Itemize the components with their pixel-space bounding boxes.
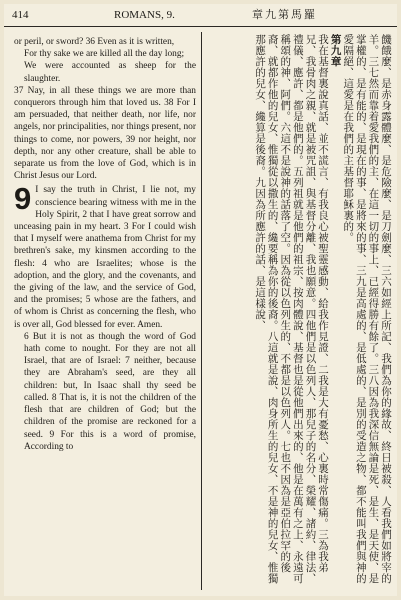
chapter-number: 9 — [14, 181, 32, 217]
quote-line: For thy sake we are killed all the day long; — [24, 49, 185, 60]
english-paragraph: I say the truth in Christ, I lie not, my conscience bearing witness with me in the Holy Spirit, 2 that I have great sorrow and unceasing pain in my heart. 3 For I could wish that I myself were anathema from Christ for my brethren's sake, my kinsmen according to the flesh: 4 who are Israelites; whose is the adoption, and the glory, and the covenants, and the giving of the law, and the service of God, and the promises; 5 whose are the fathers, and of whom is Christ as concerning the flesh, who is over all, God blessed for ever. Amen. — [14, 185, 196, 330]
english-paragraph: 37 Nay, in all these things we are more than conquerors through him that loved us. 38 For I am persuaded, that neither death, nor life, nor angels, nor principalities, nor things present, nor things to come, nor powers, 39 nor height, nor depth, nor any other creature, shall be able to separate us from the love of God, which is in Christ Jesus our Lord. — [14, 85, 196, 182]
column-divider — [201, 32, 202, 590]
chinese-paragraph: 我在基督裏說真話、並不謊言、有我良心被聖靈感動、給我作見證、二我是大有憂愁、心裏時常傷痛。三為我弟兄、我骨肉之親、就是被咒詛、與基督分離、我也願意。四他們是以色列人、那兒子的名分、榮耀、諸約、律法、禮儀、應許、都是他們的。五列祖就是他們的祖宗、按肉體說、基督也是從他們出來的、他是在萬有之上、永遠可稱頌的神、阿們。六這不是說神的話落了空。因為從以色列生的、不都是以色列人。七也不因為是亞伯拉罕的後裔、就都作他的兒女、惟獨從以撒生的、纔要稱為你的後裔。八這就是說、肉身所生的兒女、不是神的兒女、惟獨那應許的兒女、纔算是後裔。九因為所應許的話、是這樣說、 — [254, 34, 330, 584]
english-paragraph: 6 But it is not as though the word of God hath come to nought. For they are not all Israel, that are of Israel: 7 neither, because they are Abraham's seed, are they all children: but, In Isaac shall thy seed be called. 8 That is, it is not the children of the flesh that are children of God; but the children of the promise are reckoned for a seed. 9 For this is a word of promise, According to — [24, 331, 196, 452]
page-header — [4, 4, 397, 27]
chinese-book-title: 章九第馬羅 — [252, 9, 317, 21]
chinese-paragraph: 饑餓麼、是赤身露體麼、是危險麼、是刀劍麼、三六如經上所記、我們為你的緣故、終日被殺、人看我們如將宰的羊。三七然而靠着愛我們的主、在這一切的事上、已經得勝有餘了。三八因為我深信無論是死、是生、是天使、是掌權的、是有能的、是現在的事、是將來的事、三九是高處的、是低處的、是別的受造之物、都不能叫我們與神的愛隔絕、這愛是在我們的主基督耶穌裏的。 — [342, 34, 392, 584]
quote-line: We were accounted as sheep for the slaughter. — [24, 61, 196, 84]
page-number: 414 — [12, 9, 29, 21]
chinese-column — [206, 34, 392, 590]
english-column — [14, 36, 196, 453]
chinese-chapter-heading: 第九章 — [329, 34, 342, 67]
book-title: ROMANS, 9. — [114, 9, 175, 21]
bible-page — [4, 4, 397, 596]
english-paragraph: or peril, or sword? 36 Even as it is written, — [14, 37, 175, 47]
